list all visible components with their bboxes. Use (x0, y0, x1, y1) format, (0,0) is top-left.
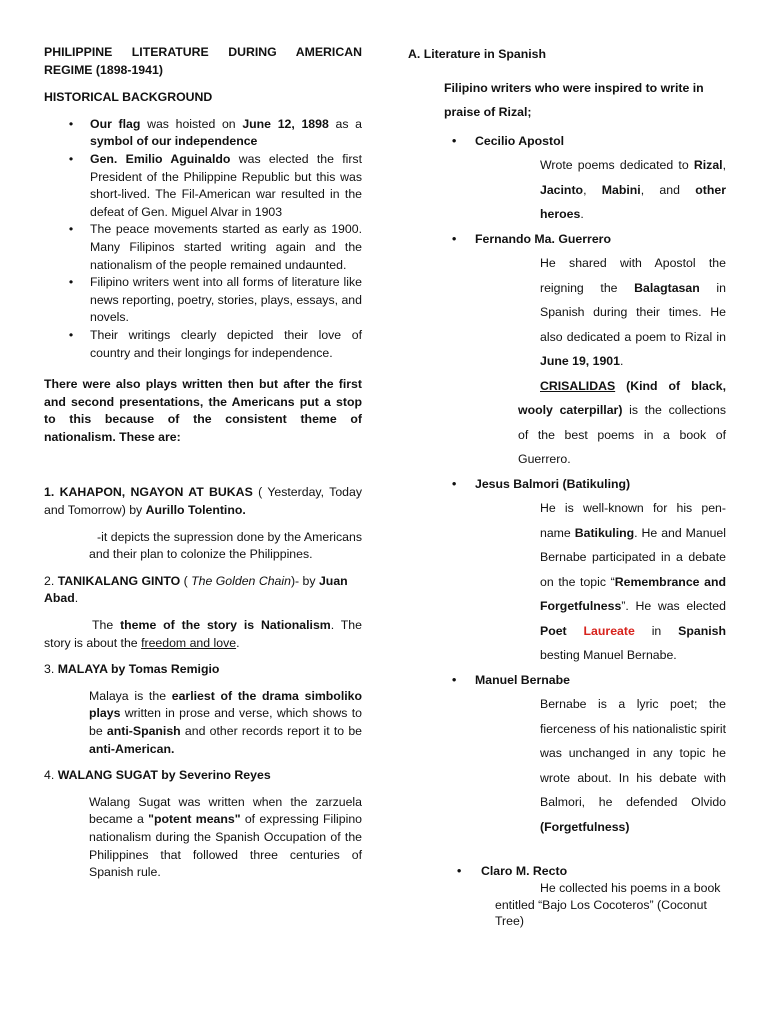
bold-text: June 12, 1898 (242, 116, 329, 131)
writer-description (540, 496, 726, 668)
play-description (89, 688, 362, 758)
text: Filipino writers went into all forms of literature like news reporting, poetry, stories, plays, essays, and novels. (90, 275, 362, 325)
text: is the collections of the best poems in a book of Guerrero. (518, 403, 727, 467)
text: Their writings clearly depicted their love of country and their longings for independence. (90, 327, 362, 360)
text: was elected the first President of the Philippine Republic but this was short-lived. The Fil-American war resulted in the defeat of Gen. Miguel Alvar in 1903 (90, 151, 363, 219)
text: 3. (44, 662, 58, 677)
bullet-icon: • (452, 476, 457, 491)
writer-description (540, 153, 726, 227)
text: 2. (44, 573, 58, 588)
text: . (74, 591, 79, 606)
play-author: Aurillo Tolentino. (145, 503, 246, 518)
bullet-icon: • (68, 116, 74, 131)
bold-text: June 19, 1901 (540, 354, 620, 369)
bullet-icon: • (452, 672, 457, 687)
bullet-icon: • (68, 327, 74, 342)
left-column (44, 44, 362, 891)
writer-description (540, 251, 726, 374)
bullet-icon: • (452, 231, 457, 246)
writer-item-balmori (408, 472, 726, 497)
bullet-icon: • (457, 864, 462, 879)
text: Bernabe is a lyric poet; the fierceness of his nationalistic spirit was unchanged in any topic he wrote about. In his debate with Balmori, he defended Olvido (540, 697, 726, 810)
bold-text: Rizal (693, 158, 723, 173)
bold-text: (Forgetfulness) (540, 819, 630, 834)
bold-text: "potent means" (148, 812, 241, 827)
bold-text: (Kind of black, wooly caterpillar) (518, 378, 726, 418)
text: . (619, 354, 624, 369)
list-item (44, 221, 362, 274)
text: . (236, 635, 240, 650)
text: , (583, 182, 602, 197)
text: He collected his poems in a book (540, 881, 721, 896)
text: He shared with Apostol the reigning the (540, 256, 726, 295)
text: The (92, 618, 121, 633)
text: ”. He was elected (621, 599, 726, 614)
writer-item-guerrero (408, 227, 726, 252)
text: , and (640, 182, 696, 197)
text: Malaya is the (89, 688, 172, 703)
writer-name: Manuel Bernabe (475, 672, 570, 687)
writer-item-apostol (408, 129, 726, 154)
text: , (722, 158, 726, 173)
bold-text: Remembrance and Forgetfulness (540, 574, 726, 614)
play-title: WALANG SUGAT by Severino Reyes (57, 768, 271, 783)
historical-bullet-list (44, 116, 362, 362)
list-item (44, 151, 362, 221)
text: was hoisted on (140, 116, 243, 131)
writer-name: Fernando Ma. Guerrero (475, 231, 611, 246)
text: The peace movements started as early as 1900. Many Filipinos started writing again and the nationalism of the people remained undaunted. (90, 222, 362, 272)
bold-text: anti-Spanish (106, 724, 181, 738)
writer-item-bernabe (408, 668, 726, 693)
red-text: Laureate (583, 623, 635, 638)
plays-intro-paragraph: There were also plays written then but after the first and second presentations, the Americans put a stop to this because of the consistent theme of nationalism. These are: (44, 377, 362, 444)
text: entitled “Bajo Los Cocoteros” (Coconut Tree) (495, 897, 707, 929)
bold-text: Jacinto (540, 182, 584, 197)
bold-text: Poet (540, 623, 584, 638)
bold-text: symbol of our independence (90, 134, 258, 149)
text: He is well-known for his pen-name (540, 501, 726, 540)
list-item (44, 274, 362, 327)
play-description (89, 794, 362, 882)
text: and other records report it to be (180, 724, 362, 738)
writer-name: Jesus Balmori (Batikuling) (475, 476, 631, 491)
crisalidas-paragraph (518, 374, 726, 472)
list-item (44, 116, 362, 151)
text: besting Manuel Bernabe. (540, 648, 677, 663)
text: . The story is about the (44, 618, 362, 650)
bold-text: anti-American. (89, 741, 175, 756)
writer-name: Cecilio Apostol (475, 133, 565, 148)
writer-name: Claro M. Recto (481, 864, 568, 879)
writer-description (408, 880, 726, 930)
play-author: Juan Abad (44, 573, 348, 606)
play-4 (44, 767, 362, 882)
text: ( (180, 573, 192, 588)
text: . (580, 207, 584, 222)
text: ( Yesterday, Today and Tomorrow) by (44, 485, 362, 518)
play-3 (44, 661, 362, 758)
text: 4. (44, 768, 58, 783)
play-heading (44, 661, 362, 679)
bullet-icon: • (452, 133, 457, 148)
play-title: 1. KAHAPON, NGAYON AT BUKAS (44, 485, 253, 500)
play-1 (44, 484, 362, 563)
text: Walang Sugat was written when the zarzuela became a (89, 794, 362, 827)
text: written in prose and verse, which shows to be (89, 706, 362, 738)
writer-description (540, 692, 726, 839)
historical-background-heading: HISTORICAL BACKGROUND (44, 90, 213, 105)
bold-text: Mabini (601, 182, 641, 197)
play-2 (44, 573, 362, 652)
text: . He and Manuel Bernabe participated in a debate on the topic “ (540, 525, 726, 589)
text: in (634, 623, 679, 638)
play-description: -it depicts the supression done by the Americans and their plan to colonize the Philippines. (89, 529, 362, 562)
bold-text: Balagtasan (634, 280, 700, 295)
text: of expressing Filipino nationalism during the Spanish Occupation of the Philippines that followed three centuries of Spanish rule. (89, 812, 363, 880)
bold-text: theme of the story is Nationalism (120, 618, 331, 633)
bullet-icon: • (68, 222, 74, 237)
bold-text: Gen. Emilio Aguinaldo (90, 151, 231, 166)
text: Wrote poems dedicated to (540, 158, 694, 173)
play-title: MALAYA by Tomas Remigio (57, 662, 220, 677)
text: in Spanish during their times. He also dedicated a poem to Rizal in (540, 280, 726, 344)
section-intro: Filipino writers who were inspired to write in praise of Rizal; (444, 80, 704, 120)
page-title: PHILIPPINE LITERATURE DURING AMERICAN REGIME (1898-1941) (44, 45, 362, 77)
right-column (408, 46, 726, 930)
text: )- by (290, 573, 319, 588)
play-description (44, 617, 362, 652)
play-heading (44, 767, 362, 785)
bold-text: Our flag (90, 116, 141, 131)
bold-text: other heroes (540, 182, 726, 222)
play-heading (44, 484, 362, 519)
play-heading (44, 573, 362, 608)
list-item (44, 327, 362, 362)
bold-text: earliest of the drama simboliko plays (89, 688, 363, 721)
bold-underlined-text: CRISALIDAS (540, 378, 616, 393)
bullet-icon: • (68, 275, 74, 290)
writer-item-recto (408, 863, 726, 880)
underlined-text: freedom and love (141, 635, 237, 650)
text: as a (328, 116, 363, 131)
section-heading: A. Literature in Spanish (408, 47, 547, 61)
bold-text: Batikuling (574, 525, 635, 540)
bold-text: Spanish (678, 623, 726, 638)
bullet-icon: • (68, 151, 74, 166)
play-translation: The Golden Chain (191, 573, 291, 588)
play-title: TANIKALANG GINTO (57, 573, 181, 588)
